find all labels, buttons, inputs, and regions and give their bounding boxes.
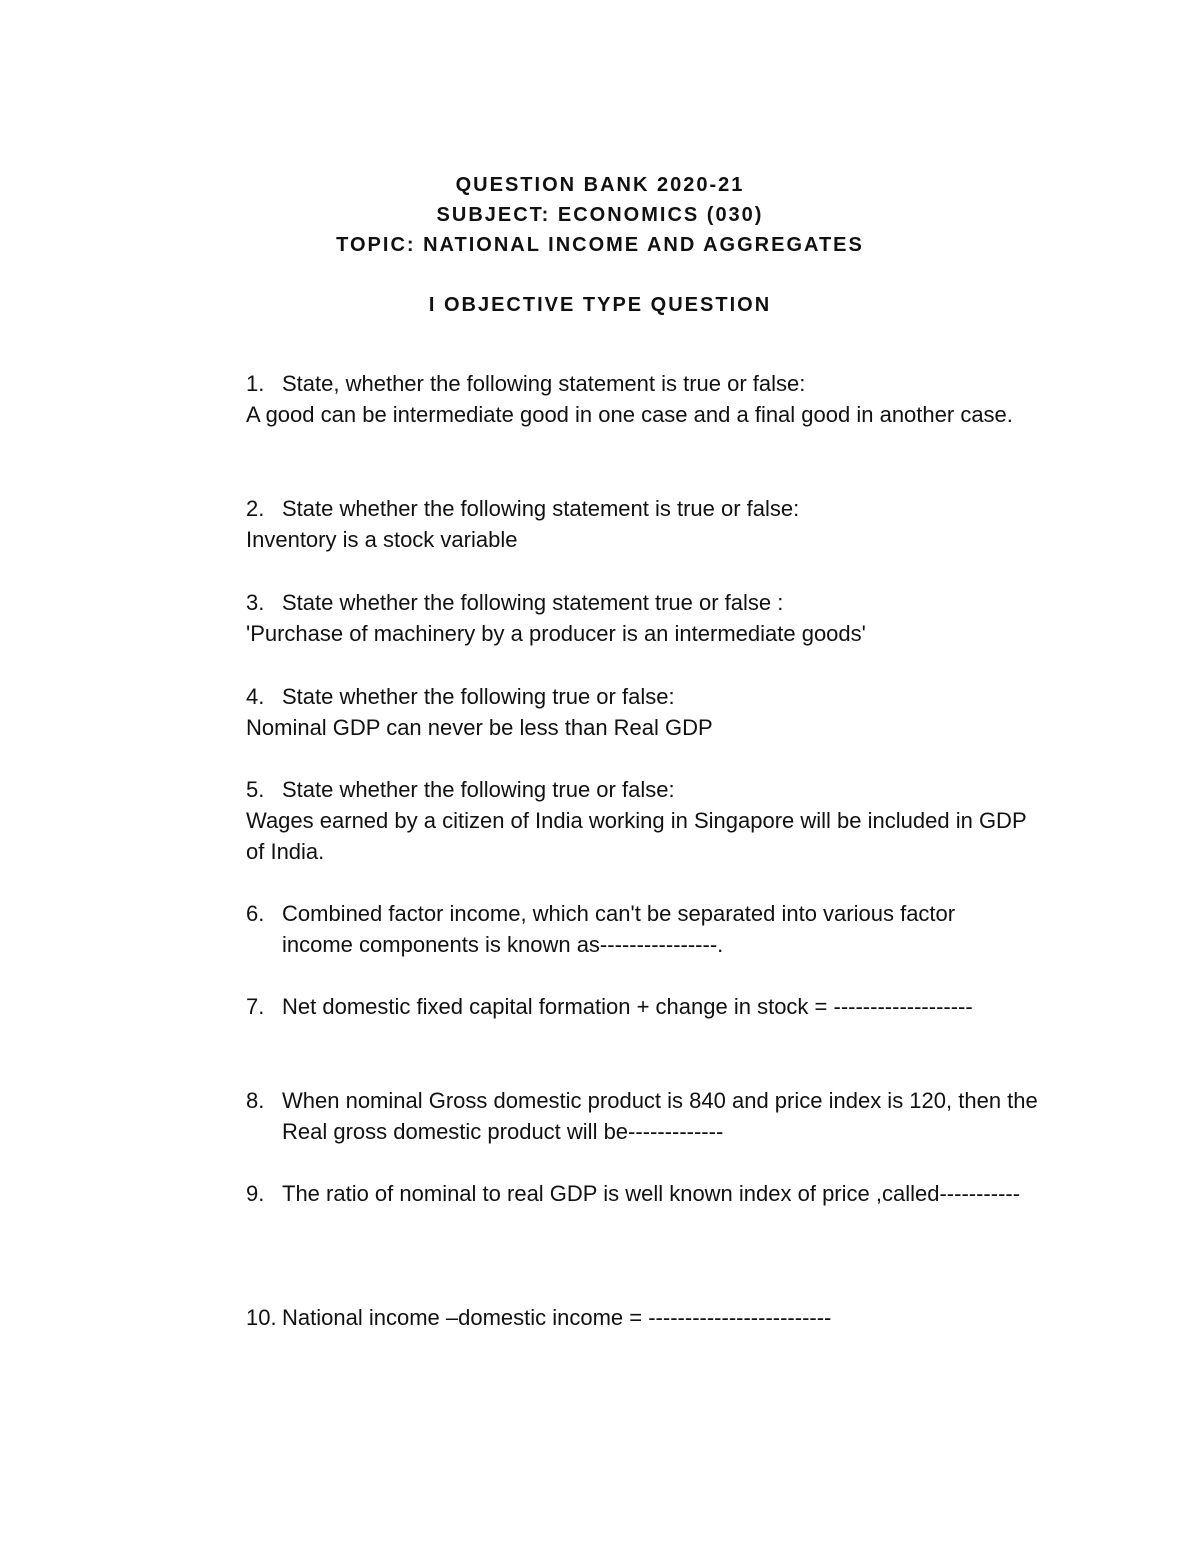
question-statement: Combined factor income, which can't be separated into various factor income components is known as----------------. [282,901,956,957]
section-heading: I OBJECTIVE TYPE QUESTION [428,294,772,316]
question-number: 5. [246,777,265,802]
question-statement: National income –domestic income = ------------------------- [282,1305,832,1330]
question-statement: Net domestic fixed capital formation + change in stock = ------------------- [282,994,973,1019]
subject-heading: SUBJECT: ECONOMICS (030) [436,204,764,226]
question-number: 4. [246,684,265,709]
question-item-3 [246,587,1076,649]
question-number: 3. [246,590,265,615]
question-item-1 [246,368,1076,430]
question-number: 6. [246,901,265,926]
question-item-2 [246,493,1076,555]
question-statement: The ratio of nominal to real GDP is well known index of price ,called----------- [282,1181,1021,1206]
question-number: 10. [246,1305,277,1330]
question-item-4 [246,681,1076,743]
topic-heading: TOPIC: NATIONAL INCOME AND AGGREGATES [336,234,864,256]
question-item-5 [246,774,1076,867]
question-statement: State whether the following statement is true or false: [282,496,800,521]
question-text: A good can be intermediate good in one case and a final good in another case. [246,402,1013,427]
question-number: 9. [246,1181,265,1206]
question-statement: When nominal Gross domestic product is 840 and price index is 120, then the Real gross domestic product will be------------- [282,1088,1038,1144]
question-number: 7. [246,994,265,1019]
question-item-8 [246,1085,1076,1147]
question-text: Nominal GDP can never be less than Real GDP [246,715,713,740]
question-item-7 [246,991,1076,1022]
question-statement: State whether the following true or false: [282,684,675,709]
question-statement: State, whether the following statement is true or false: [282,371,806,396]
question-text: Wages earned by a citizen of India working in Singapore will be included in GDP of India. [246,808,1027,864]
question-number: 8. [246,1088,265,1113]
question-item-9 [246,1178,1076,1209]
question-text: Inventory is a stock variable [246,527,518,552]
question-item-10 [246,1302,1076,1333]
document-title: QUESTION BANK 2020-21 [455,174,745,196]
question-number: 2. [246,496,265,521]
question-item-6 [246,898,1076,960]
question-text: 'Purchase of machinery by a producer is an intermediate goods' [246,621,866,646]
question-statement: State whether the following true or false: [282,777,675,802]
question-number: 1. [246,371,265,396]
question-statement: State whether the following statement true or false : [282,590,784,615]
